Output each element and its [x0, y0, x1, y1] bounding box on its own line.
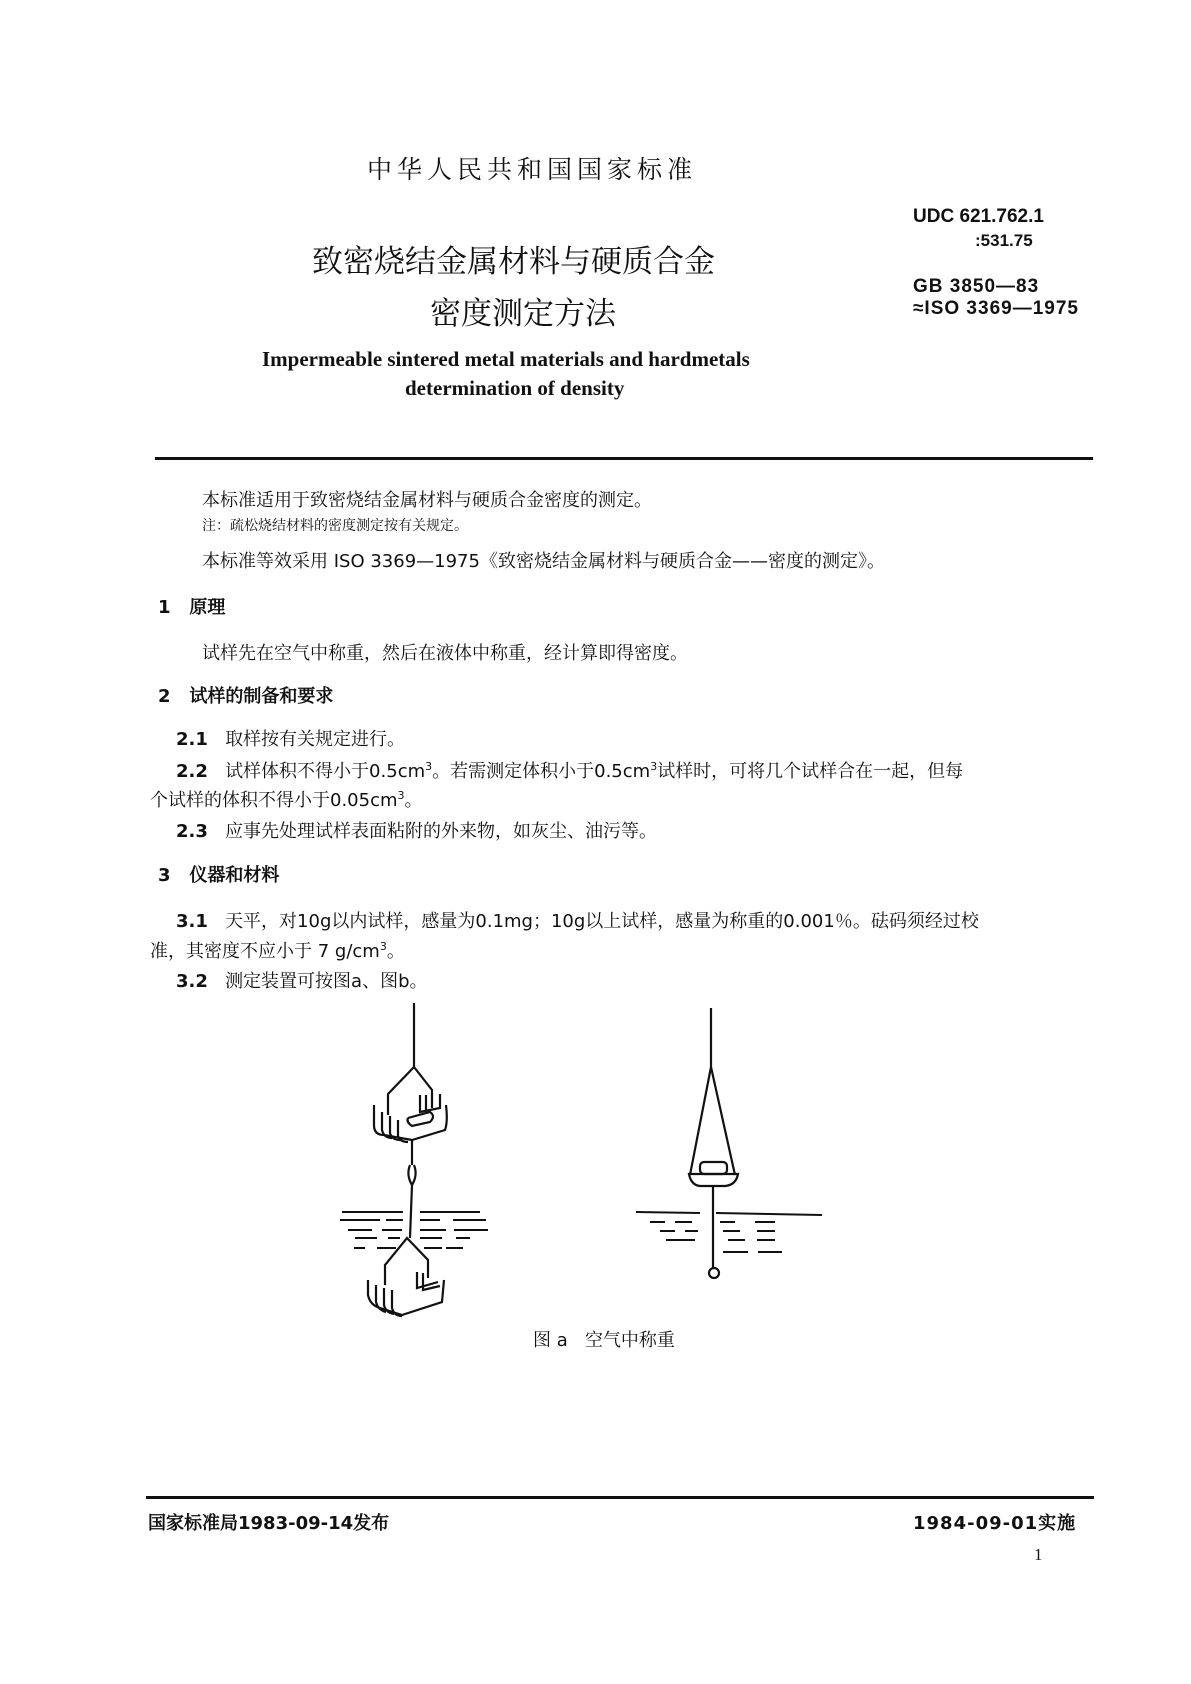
footer-divider — [146, 1496, 1094, 1499]
clause-3-2: 3.2 测定装置可按图a、图b。 — [176, 971, 428, 992]
iso-equivalent: ≈ISO 3369—1975 — [913, 298, 1079, 319]
basket-apparatus-diagram — [368, 1003, 447, 1316]
issue-date: 国家标准局1983-09-14发布 — [148, 1513, 390, 1534]
water-surface-right — [636, 1212, 822, 1252]
equivalence-text: 本标准等效采用 ISO 3369—1975《致密烧结金属材料与硬质合金——密度的测定》。 — [202, 551, 885, 572]
section-3-heading: 3 仪器和材料 — [158, 865, 280, 886]
scope-text: 本标准适用于致密烧结金属材料与硬质合金密度的测定。 — [202, 490, 652, 511]
clause-3-1: 3.1 天平，对10g以内试样，感量为0.1mg；10g以上试样，感量为称重的0.001％。砝码须经过校 — [176, 911, 979, 932]
figure-caption: 图 a 空气中称重 — [533, 1330, 675, 1351]
clause-2-2-continued: 个试样的体积不得小于$0.05cm^3$。 — [150, 789, 423, 811]
clause-2-3: 2.3 应事先处理试样表面粘附的外来物，如灰尘、油污等。 — [176, 821, 658, 842]
header-divider — [155, 457, 1093, 460]
clause-2-1: 2.1 取样按有关规定进行。 — [176, 729, 406, 750]
udc-code: UDC 621.762.1 — [913, 206, 1044, 227]
gb-number: GB 3850—83 — [913, 276, 1040, 297]
national-standard-header: 中华人民共和国国家标准 — [367, 155, 698, 184]
figure-a-apparatus — [320, 990, 960, 1360]
water-surface-left — [340, 1212, 488, 1248]
section-1-body: 试样先在空气中称重，然后在液体中称重，经计算即得密度。 — [202, 643, 688, 664]
page-number: 1 — [1034, 1545, 1043, 1564]
title-cn-line2: 密度测定方法 — [430, 296, 616, 332]
pan-apparatus-diagram — [689, 1008, 738, 1278]
scope-note: 注：疏松烧结材料的密度测定按有关规定。 — [202, 518, 468, 534]
section-1-heading: 1 原理 — [158, 597, 226, 618]
clause-2-2: 2.2 试样体积不得小于$0.5cm^3$。若需测定体积小于$0.5cm^3$试样时，可将几个试样合在一起，但每 — [176, 760, 964, 782]
effective-date: 1984-09-01实施 — [913, 1513, 1077, 1534]
title-en-line1: Impermeable sintered metal materials and hardmetals — [262, 347, 750, 371]
title-en-line2: determination of density — [405, 376, 625, 400]
section-2-heading: 2 试样的制备和要求 — [158, 686, 334, 707]
title-cn-line1: 致密烧结金属材料与硬质合金 — [312, 244, 715, 280]
clause-3-1-continued: 准，其密度不应小于 7 $g/cm^3$。 — [150, 940, 405, 962]
udc-code-continued: :531.75 — [975, 231, 1033, 250]
